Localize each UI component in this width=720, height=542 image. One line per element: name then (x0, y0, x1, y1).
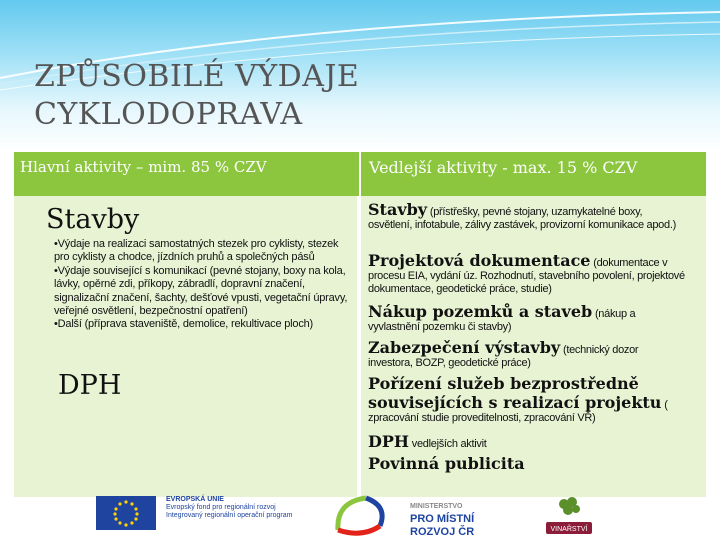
left-dph-heading: DPH (58, 370, 122, 401)
mmr-logo-icon (332, 492, 392, 538)
right-item-sub: (dokumentace v (590, 257, 668, 269)
right-item-heading: Pořízení služeb bezprostředně souvisejících s realizací projektu (368, 374, 662, 412)
mmr-text-line: MINISTERSTVO (410, 503, 463, 510)
right-item-detail: zpracování studie proveditelnosti, zpracování VŘ) (368, 412, 596, 424)
vinarstvi-label: VINAŘSTVÍ (550, 526, 588, 533)
page-title (34, 58, 359, 134)
title-line-1: ZPŮSOBILÉ VÝDAJE (34, 59, 360, 94)
right-item-zabezpeceni (368, 338, 698, 370)
right-item-sub: (nákup a (592, 308, 636, 320)
right-item-detail: osvětlení, infotabule, zálivy zastávek, provizorní komunikace apod.) (368, 219, 676, 231)
eu-program-text (166, 496, 292, 520)
list-item: •Výdaje na realizaci samostatných stezek pro cyklisty, stezek pro cyklisty a chodce, jízdních pruhů a společných pásů (54, 238, 339, 264)
right-item-detail: investora, BOZP, geodetické práce) (368, 357, 531, 369)
mmr-text (410, 500, 474, 539)
right-header: Vedlejší aktivity - max. 15 % CZV (361, 152, 706, 196)
right-item-heading: Povinná publicita (368, 454, 525, 473)
right-item-sub: ( (661, 399, 668, 411)
mmr-text-line: PRO MÍSTNÍ (410, 513, 475, 525)
right-item-dph (368, 432, 698, 451)
list-item: •Další (příprava staveniště, demolice, rekultivace ploch) (54, 318, 314, 331)
right-item-heading: Stavby (368, 200, 428, 219)
left-header: Hlavní aktivity – mim. 85 % CZV (14, 152, 359, 196)
eu-flag-icon (96, 496, 156, 530)
right-item-sub: vedlejších aktivit (409, 438, 487, 450)
right-item-heading: Projektová dokumentace (368, 251, 591, 270)
right-item-publicita (368, 454, 698, 473)
eu-text-line: Evropský fond pro regionální rozvoj (166, 504, 276, 511)
left-items-list (54, 238, 354, 332)
left-stavby-heading: Stavby (46, 204, 140, 235)
right-item-porizeni (368, 374, 688, 425)
right-item-sub: (technický dozor (560, 344, 639, 356)
right-item-projektova (368, 251, 698, 296)
eu-text-line: EVROPSKÁ UNIE (166, 496, 224, 503)
right-item-detail: vyvlastnění pozemku či stavby) (368, 321, 512, 333)
right-item-stavby (368, 200, 698, 232)
vinarstvi-logo-icon (540, 494, 598, 538)
mmr-text-line: ROZVOJ ČR (410, 526, 475, 538)
list-item: •Výdaje související s komunikací (pevné stojany, boxy na kola, lávky, opěrné zdi, příkopy, zábradlí, dopravní značení, signalizační značení, šachty, dešťové vpusti, vegetační úpravy, veřejné osvětlení, bezpečnostní opatření) (54, 264, 348, 318)
right-item-detail: procesu EIA, vydání úz. Rozhodnutí, stavebního povolení, projektové dokumentace, geodetické práce, studie) (368, 270, 685, 295)
right-item-heading: Zabezpečení výstavby (368, 338, 561, 357)
right-item-nakup (368, 302, 698, 334)
title-line-2: CYKLODOPRAVA (34, 97, 303, 132)
right-item-heading: Nákup pozemků a staveb (368, 302, 593, 321)
right-item-heading: DPH (368, 432, 410, 451)
right-item-sub: (přístřešky, pevné stojany, uzamykatelné boxy, (427, 206, 643, 218)
eu-text-line: Integrovaný regionální operační program (166, 512, 293, 519)
